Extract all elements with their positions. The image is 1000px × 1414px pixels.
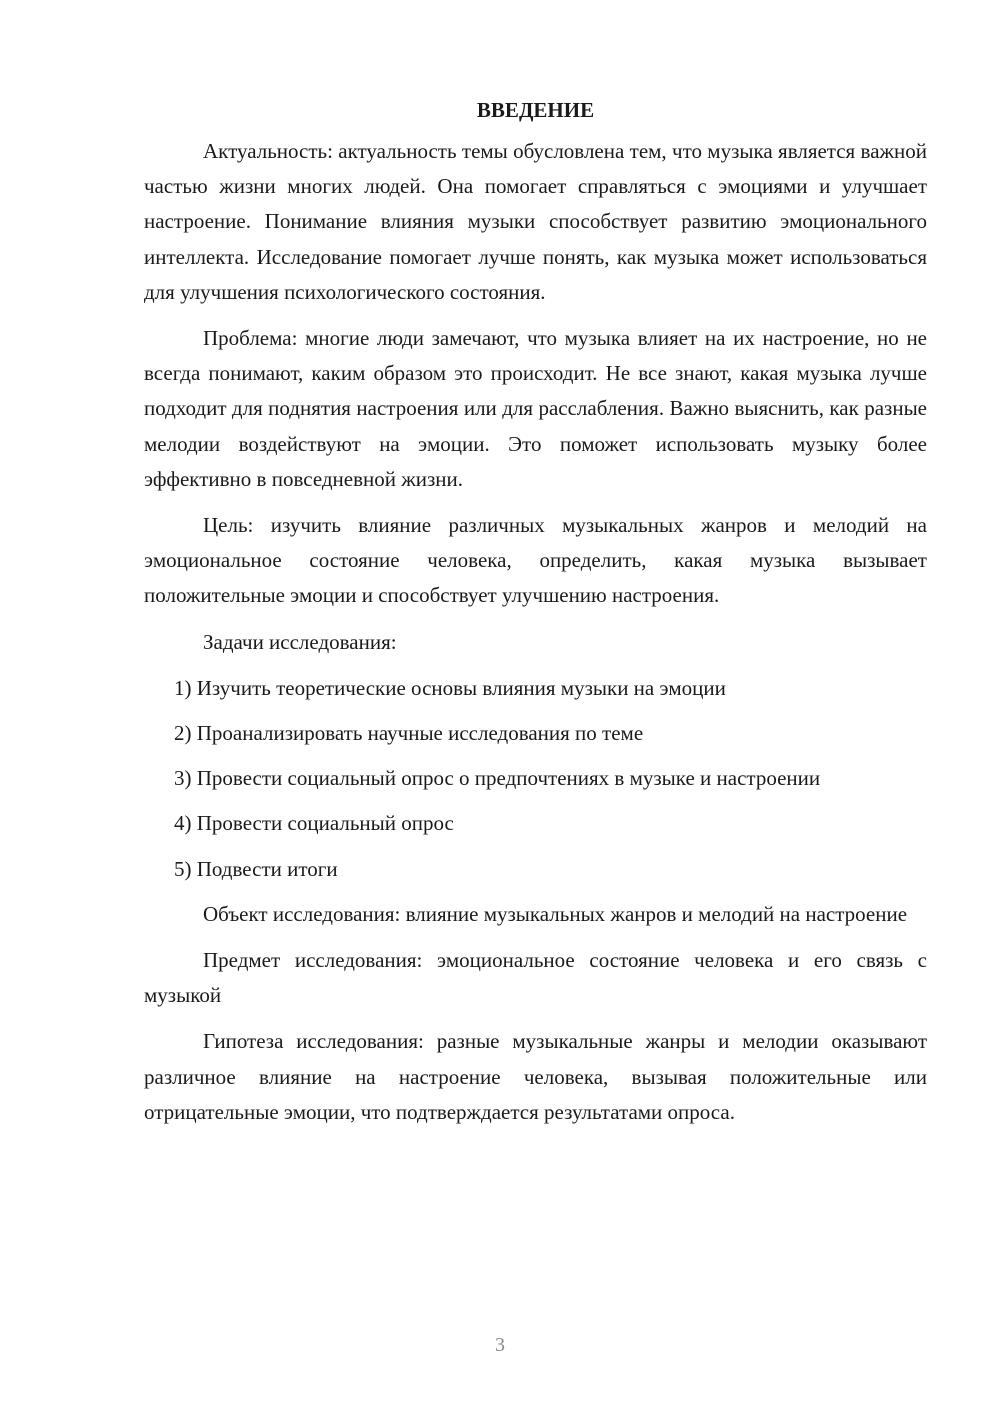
task-item-2: 2) Проанализировать научные исследования по теме bbox=[174, 721, 644, 746]
paragraph-object: Объект исследования: влияние музыкальных жанров и мелодий на настроение bbox=[203, 901, 908, 926]
tasks-heading: Задачи исследования: bbox=[203, 629, 397, 654]
paragraph-relevance: Актуальность: актуальность темы обусловлена тем, что музыка является важной частью жизни многих людей. Она помогает справляться с эмоциями и улучшает настроение. Понимание влияния музыки способствует развитию эмоционального интеллекта. Исследование помогает лучше понять, как музыка может использоваться для улучшения психологического состояния. bbox=[144, 139, 927, 304]
page-number: 3 bbox=[495, 1334, 505, 1356]
task-item-1: 1) Изучить теоретические основы влияния музыки на эмоции bbox=[174, 675, 726, 700]
tasks-list bbox=[144, 671, 927, 887]
task-item-3: 3) Провести социальный опрос о предпочтениях в музыке и настроении bbox=[174, 766, 821, 791]
task-item-4: 4) Провести социальный опрос bbox=[174, 811, 454, 836]
page-content bbox=[144, 93, 927, 1141]
task-item-5: 5) Подвести итоги bbox=[174, 856, 338, 881]
paragraph-problem: Проблема: многие люди замечают, что музыка влияет на их настроение, но не всегда понимают, каким образом это происходит. Не все знают, какая музыка лучше подходит для поднятия настроения или для расслабления. Важно выяснить, как разные мелодии воздействуют на эмоции. Это поможет использовать музыку более эффективно в повседневной жизни. bbox=[144, 326, 927, 491]
section-title: ВВЕДЕНИЕ bbox=[476, 98, 595, 122]
paragraph-subject: Предмет исследования: эмоциональное состояние человека и его связь с музыкой bbox=[144, 948, 927, 1008]
paragraph-goal: Цель: изучить влияние различных музыкальных жанров и мелодий на эмоциональное состояние человека, определить, какая музыка вызывает положительные эмоции и способствует улучшению настроения. bbox=[144, 513, 927, 608]
paragraph-hypothesis: Гипотеза исследования: разные музыкальные жанры и мелодии оказывают различное влияние на настроение человека, вызывая положительные или отрицательные эмоции, что подтверждается результатами опроса. bbox=[144, 1029, 927, 1124]
